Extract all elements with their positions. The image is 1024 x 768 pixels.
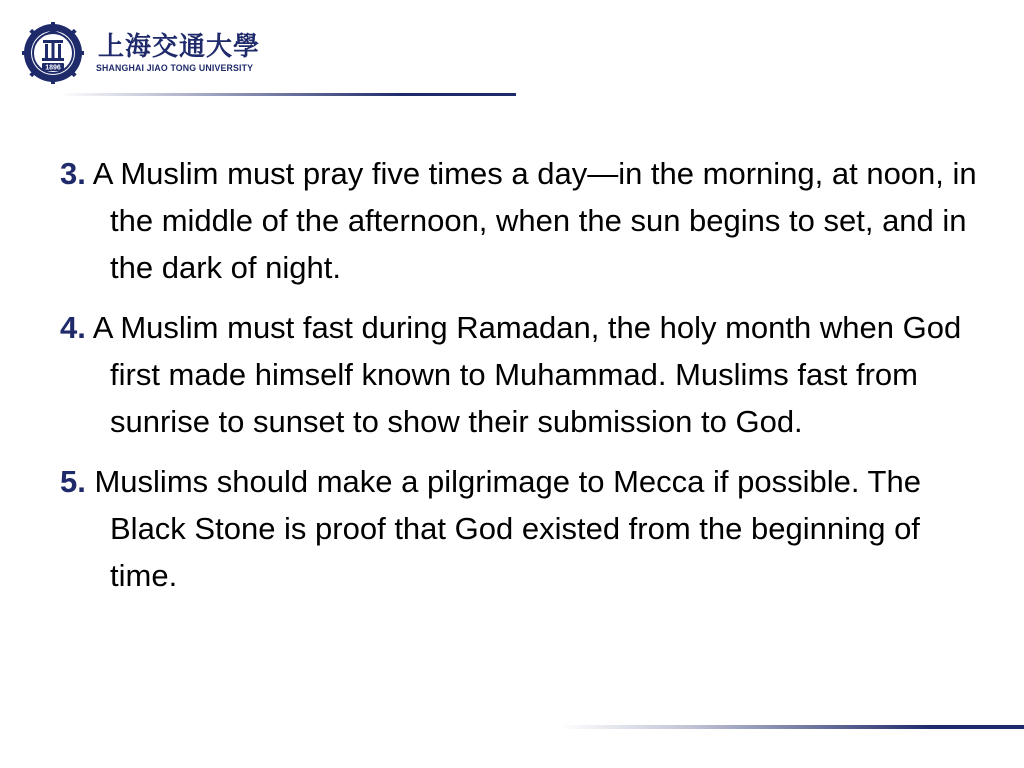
item-text: Muslims should make a pilgrimage to Mecca if possible. The Black Stone is proof that God existed from the beginning of time.: [94, 464, 921, 593]
item-text: A Muslim must fast during Ramadan, the holy month when God first made himself known to Muhammad. Muslims fast from sunrise to sunset to show their submission to God.: [92, 310, 962, 439]
seal-year: 1896: [45, 64, 61, 72]
item-text: A Muslim must pray five times a day—in the morning, at noon, in the middle of the afternoon, when the sun begins to set, and in the dark of night.: [92, 156, 977, 285]
item-number: 3.: [60, 156, 86, 191]
university-name-english: SHANGHAI JIAO TONG UNIVERSITY: [96, 63, 254, 74]
list-item: [60, 304, 990, 445]
list-item: [60, 150, 990, 291]
item-number: 4.: [60, 310, 86, 345]
university-logo: [22, 22, 282, 82]
university-seal-icon: [22, 22, 84, 84]
footer-divider: [560, 725, 1024, 729]
header-divider: [60, 93, 516, 96]
list-item: [60, 458, 990, 599]
item-number: 5.: [60, 464, 86, 499]
university-name-chinese: 上海交通大學: [98, 32, 261, 62]
slide-body: [60, 150, 990, 612]
